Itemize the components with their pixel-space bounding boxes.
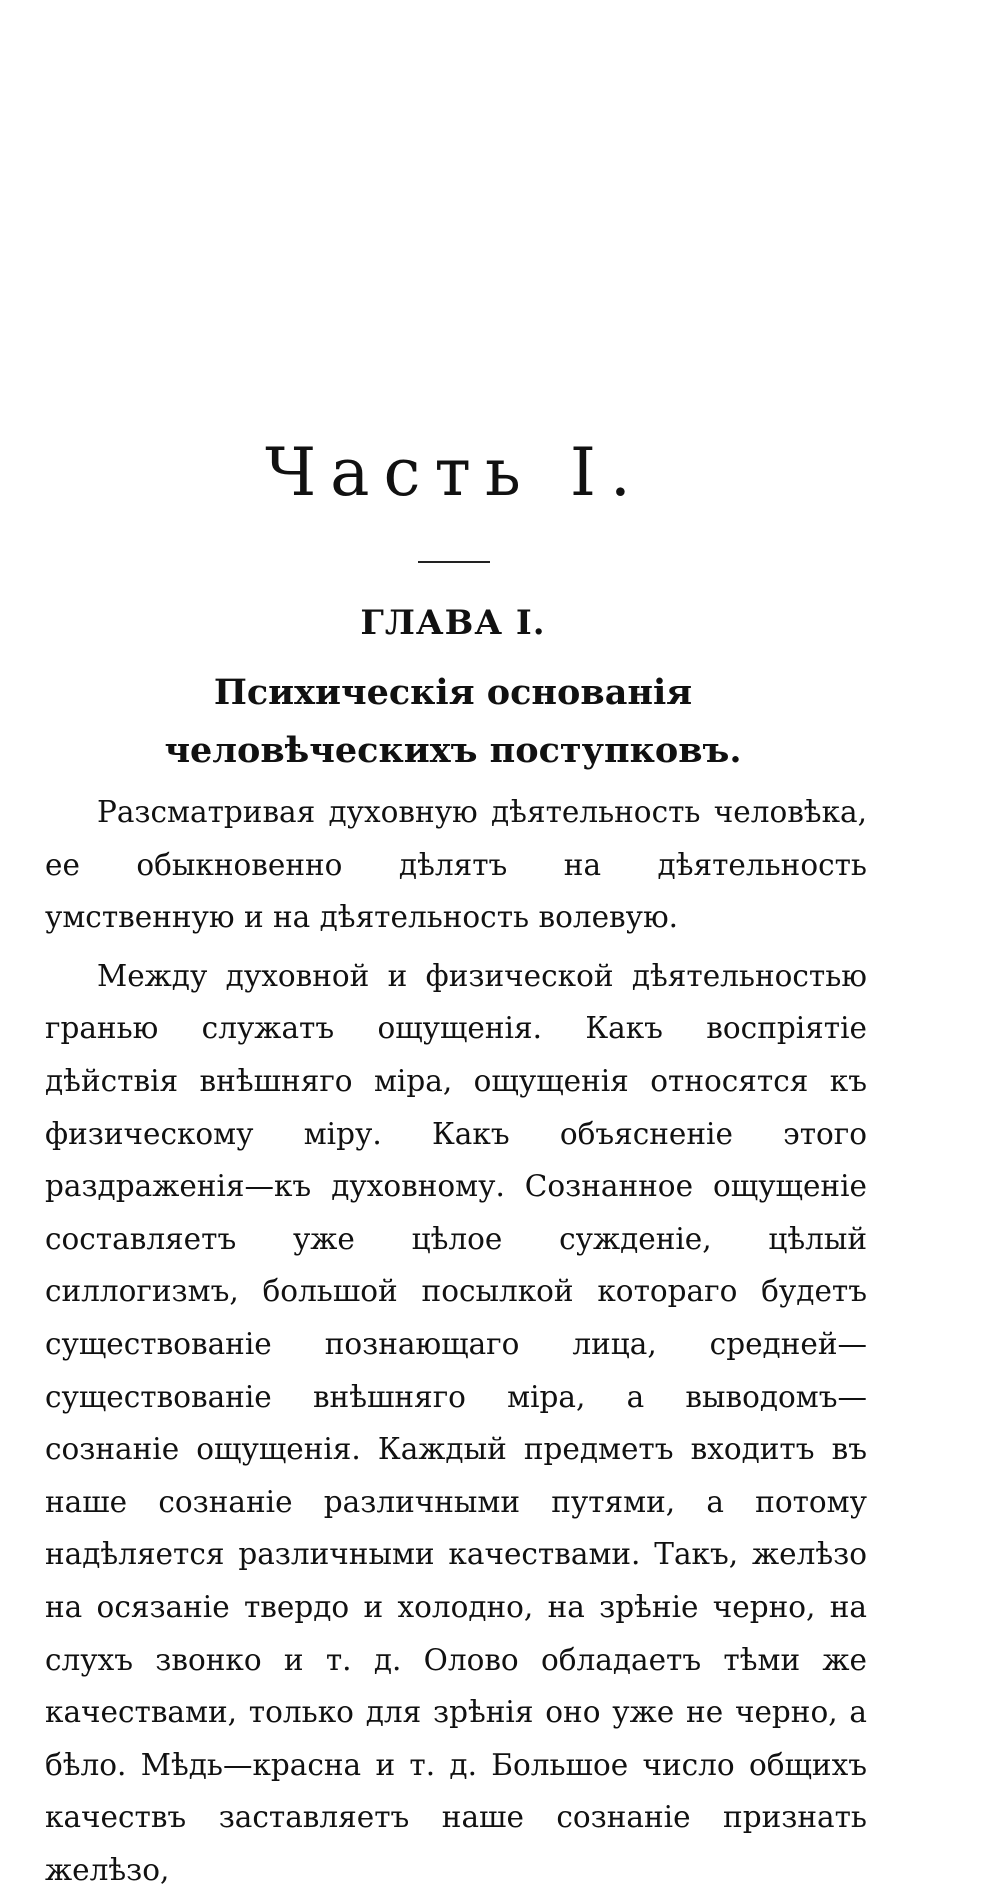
paragraph: Между духовной и физической дѣятельностью гранью служатъ ощущенія. Какъ воспріятіе дѣйствія внѣшняго міра, ощущенія относятся къ физическому міру. Какъ объясненіе этого раздраженія—къ духовному. Сознанное ощущеніе составляетъ уже цѣлое сужденіе, цѣлый силлогизмъ, большой посылкой котораго будетъ существованіе познающаго лица, средней—существованіе внѣшняго міра, а выводомъ—сознаніе ощущенія. Каждый предметъ входитъ въ наше сознаніе различными путями, а потому надѣляется различными качествами. Такъ, желѣзо на осязаніе твердо и холодно, на зрѣніе черно, на слухъ звонко и т. д. Олово обладаетъ тѣми же качествами, только для зрѣнія оно уже не черно, а бѣло. Мѣдь—красна и т. д. Большое число общихъ качествъ заставляетъ наше сознаніе признать желѣзо,: [45, 958, 867, 1887]
title-divider: [418, 561, 490, 563]
chapter-title: Психическія основанія человѣческихъ поступковъ.: [164, 672, 742, 771]
part-title: Часть I.: [265, 434, 645, 511]
body-text: [45, 786, 867, 1896]
paragraph: Разсматривая духовную дѣятельность человѣка, ее обыкновенно дѣлятъ на дѣятельность умственную и на дѣятельность волевую.: [45, 795, 867, 935]
chapter-label: ГЛАВА I.: [360, 603, 546, 643]
